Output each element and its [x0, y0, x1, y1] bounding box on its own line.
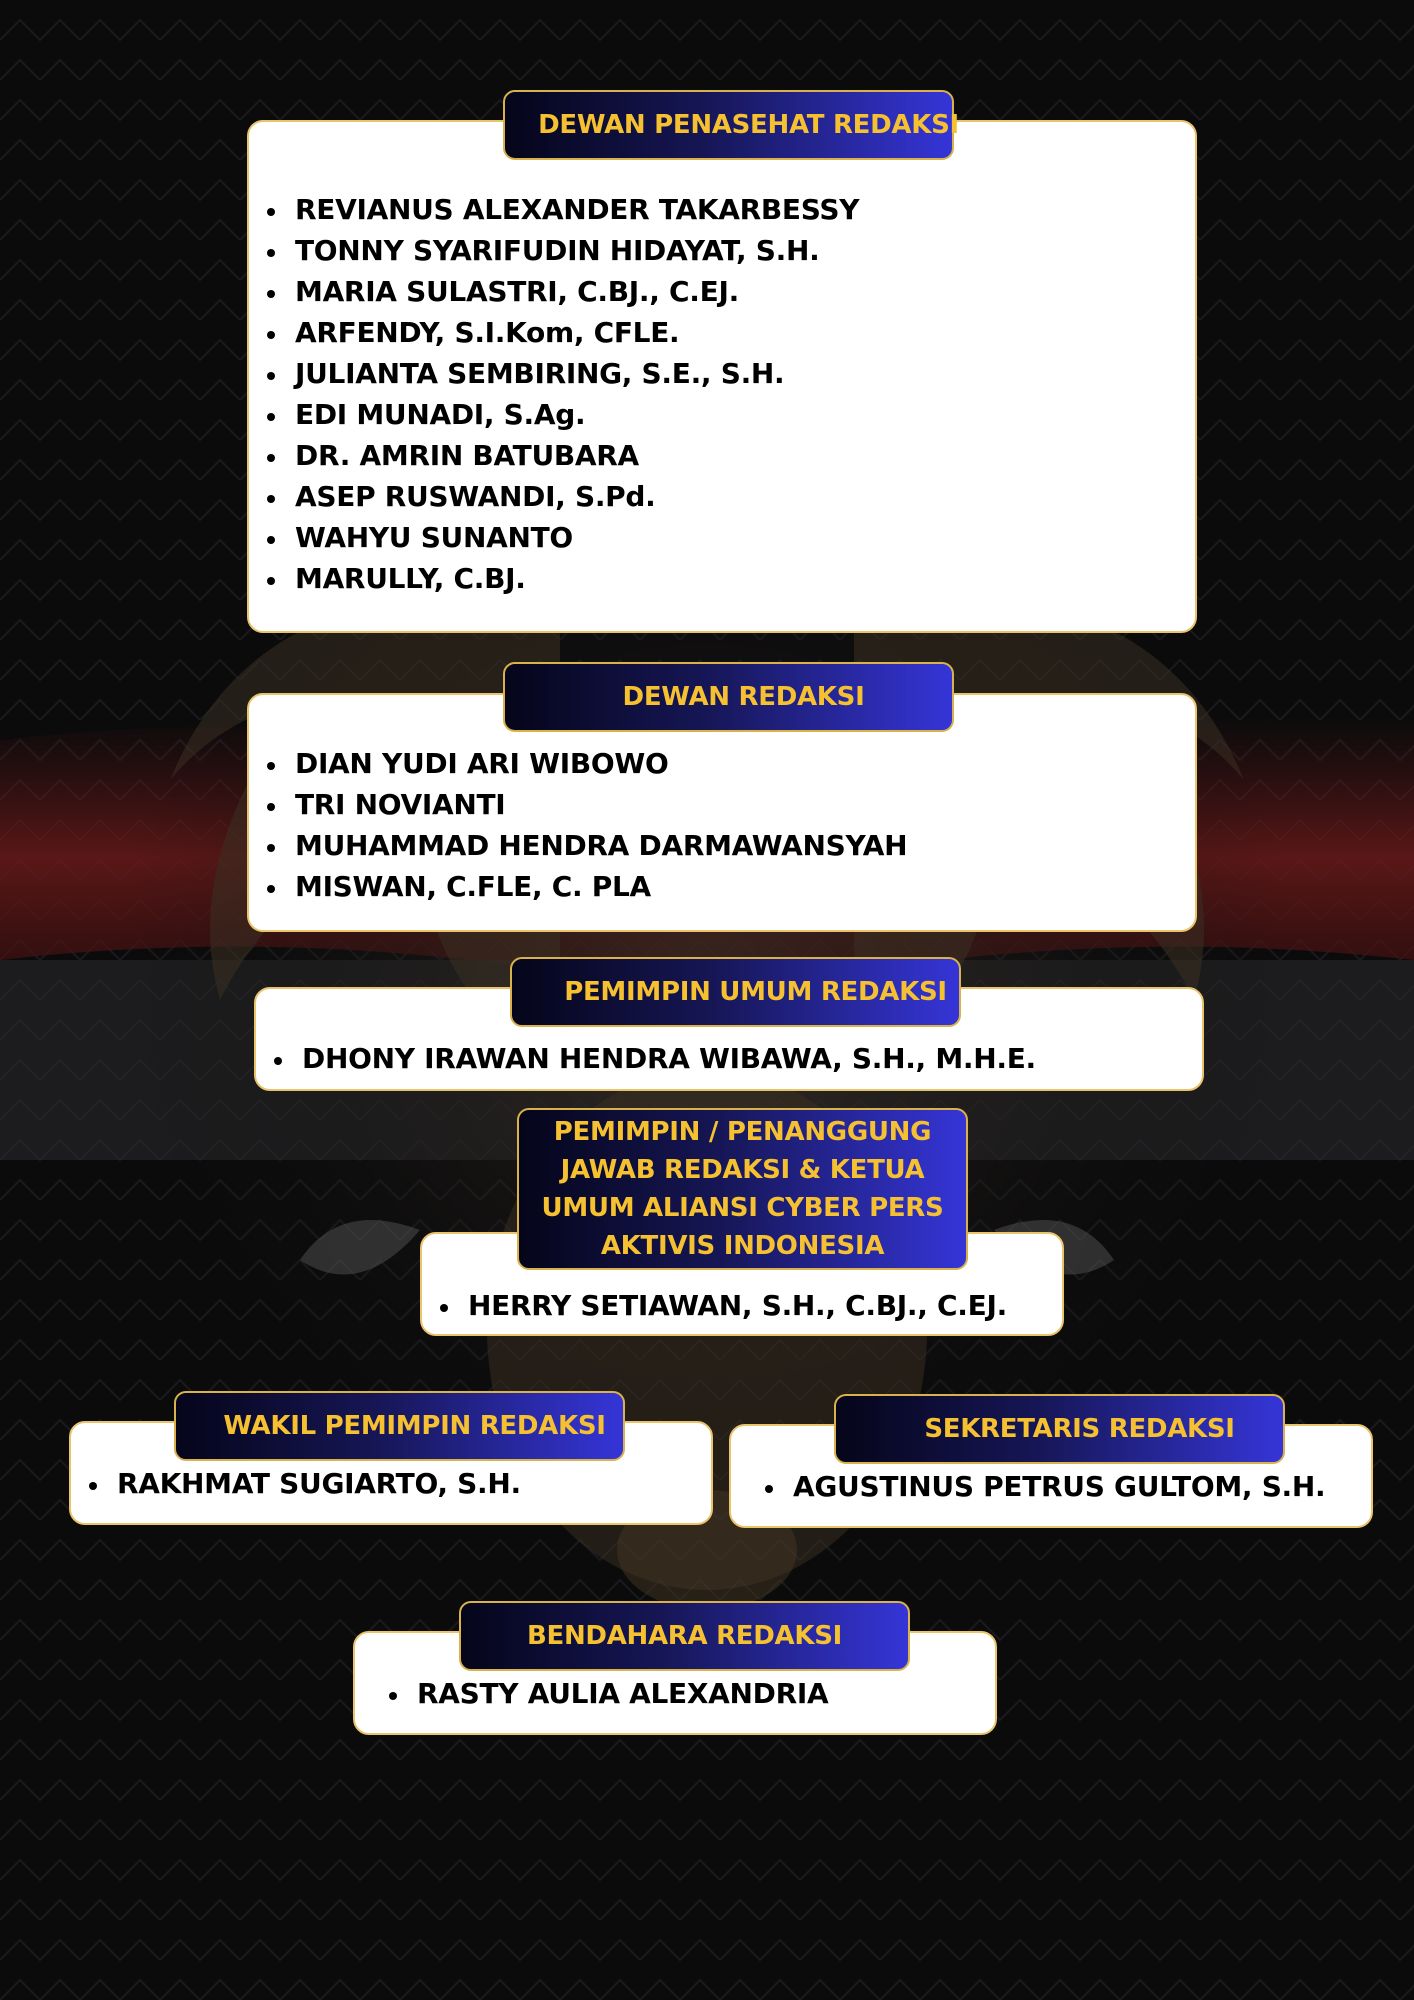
list-item: • HERRY SETIAWAN, S.H., C.BJ., C.EJ.: [462, 1285, 1062, 1326]
list-item: • TRI NOVIANTI: [289, 784, 1195, 825]
list-item: • ASEP RUSWANDI, S.Pd.: [289, 476, 1195, 517]
dewan-redaksi-header: DEWAN REDAKSI: [503, 662, 954, 732]
wakil-header: WAKIL PEMIMPIN REDAKSI: [174, 1391, 625, 1461]
penasehat-list: [249, 122, 1195, 599]
penanggung-jawab-header: PEMIMPIN / PENANGGUNG JAWAB REDAKSI & KETUA UMUM ALIANSI CYBER PERS AKTIVIS INDONESIA: [517, 1108, 968, 1270]
list-item: • DHONY IRAWAN HENDRA WIBAWA, S.H., M.H.E.: [296, 1038, 1202, 1079]
list-item: • TONNY SYARIFUDIN HIDAYAT, S.H.: [289, 230, 1195, 271]
list-item: • MUHAMMAD HENDRA DARMAWANSYAH: [289, 825, 1195, 866]
penasehat-box: [247, 120, 1197, 633]
list-item: • RASTY AULIA ALEXANDRIA: [411, 1673, 995, 1714]
list-item: • EDI MUNADI, S.Ag.: [289, 394, 1195, 435]
sekretaris-header: SEKRETARIS REDAKSI: [834, 1394, 1285, 1464]
list-item: • MARULLY, C.BJ.: [289, 558, 1195, 599]
list-item: • WAHYU SUNANTO: [289, 517, 1195, 558]
list-item: • REVIANUS ALEXANDER TAKARBESSY: [289, 189, 1195, 230]
bendahara-header: BENDAHARA REDAKSI: [459, 1601, 910, 1671]
list-item: • MARIA SULASTRI, C.BJ., C.EJ.: [289, 271, 1195, 312]
list-item: • RAKHMAT SUGIARTO, S.H.: [111, 1463, 711, 1504]
list-item: • MISWAN, C.FLE, C. PLA: [289, 866, 1195, 907]
list-item: • DIAN YUDI ARI WIBOWO: [289, 743, 1195, 784]
list-item: • JULIANTA SEMBIRING, S.E., S.H.: [289, 353, 1195, 394]
list-item: • AGUSTINUS PETRUS GULTOM, S.H.: [787, 1466, 1371, 1507]
list-item: • DR. AMRIN BATUBARA: [289, 435, 1195, 476]
penasehat-header: DEWAN PENASEHAT REDAKSI: [503, 90, 954, 160]
pemimpin-umum-header: PEMIMPIN UMUM REDAKSI: [510, 957, 961, 1027]
list-item: • ARFENDY, S.I.Kom, CFLE.: [289, 312, 1195, 353]
